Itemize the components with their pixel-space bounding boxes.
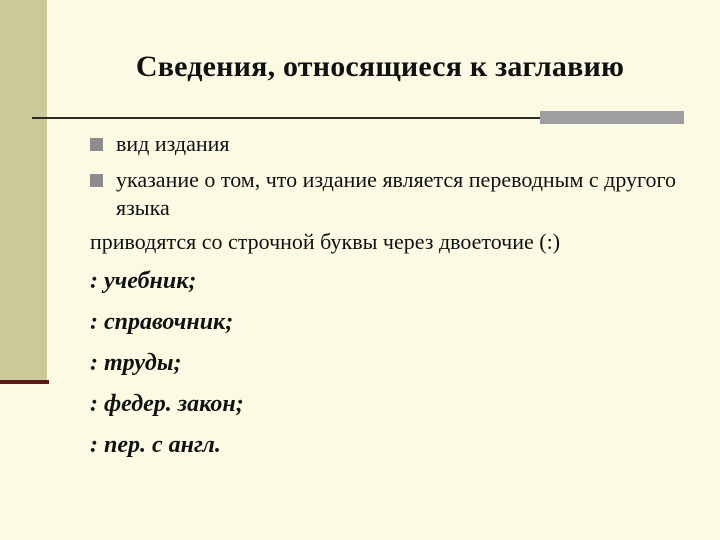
- divider-accent-block: [540, 111, 684, 124]
- side-bar-accent: [0, 380, 49, 384]
- square-bullet-icon: [90, 138, 103, 151]
- example-item: : федер. закон;: [90, 391, 244, 417]
- bullet-item: [90, 130, 710, 158]
- body-note: приводятся со строчной буквы через двоеточие (:): [90, 229, 561, 254]
- example-item: : учебник;: [90, 268, 197, 294]
- example-item: : справочник;: [90, 309, 234, 335]
- example-item: : пер. с англ.: [90, 432, 221, 458]
- example-item: : труды;: [90, 350, 182, 376]
- bullet-text: вид издания: [116, 131, 230, 156]
- example-list: [90, 266, 710, 460]
- slide-title: Сведения, относящиеся к заглавию: [135, 50, 625, 83]
- bullet-text: указание о том, что издание является переводным с другого языка: [116, 167, 676, 220]
- slide-body: [90, 128, 710, 471]
- square-bullet-icon: [90, 174, 103, 187]
- bullet-item: [90, 166, 710, 222]
